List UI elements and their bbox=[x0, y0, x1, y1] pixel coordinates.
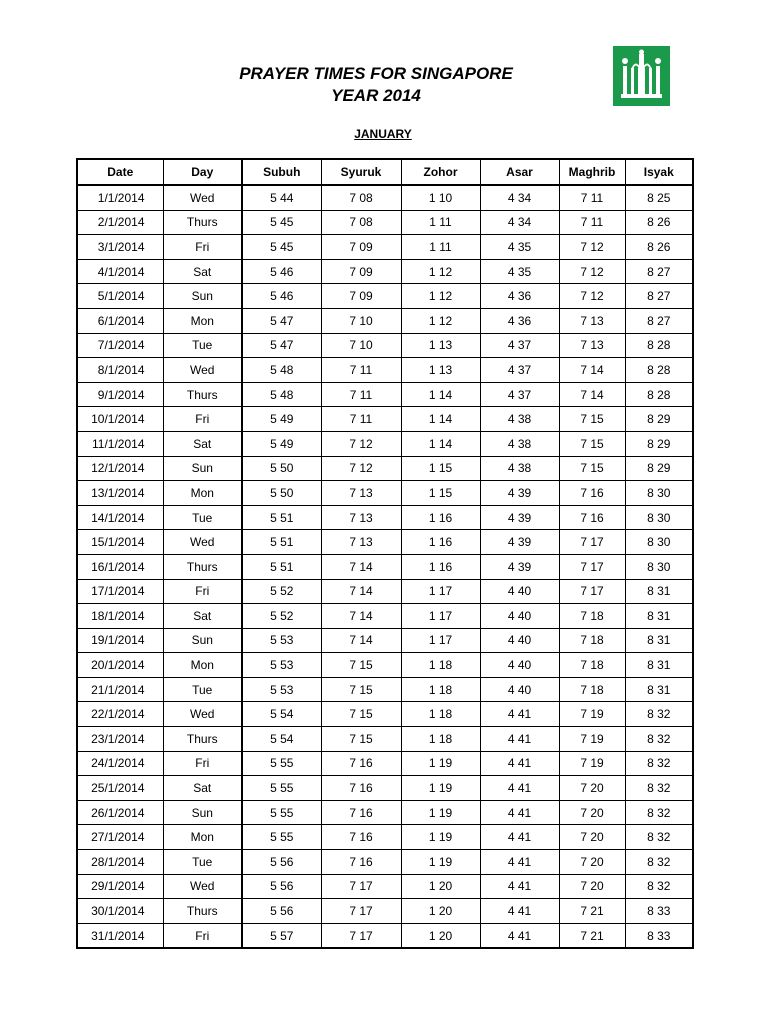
table-row bbox=[77, 899, 693, 924]
cell-asar: 4 38 bbox=[480, 456, 559, 481]
cell-asar: 4 39 bbox=[480, 530, 559, 555]
cell-date: 23/1/2014 bbox=[77, 727, 163, 752]
cell-syuruk: 7 15 bbox=[321, 727, 401, 752]
cell-subuh: 5 45 bbox=[242, 210, 321, 235]
cell-subuh: 5 46 bbox=[242, 259, 321, 284]
cell-syuruk: 7 10 bbox=[321, 308, 401, 333]
cell-day: Mon bbox=[163, 481, 242, 506]
page-subtitle-year: YEAR 2014 bbox=[331, 86, 421, 105]
cell-isyak: 8 32 bbox=[625, 702, 693, 727]
table-row bbox=[77, 210, 693, 235]
prayer-times-table bbox=[76, 158, 694, 949]
cell-zohor: 1 16 bbox=[401, 530, 480, 555]
cell-date: 1/1/2014 bbox=[77, 185, 163, 210]
cell-day: Tue bbox=[163, 677, 242, 702]
table-row bbox=[77, 874, 693, 899]
cell-asar: 4 41 bbox=[480, 776, 559, 801]
table-row bbox=[77, 554, 693, 579]
cell-asar: 4 39 bbox=[480, 481, 559, 506]
cell-maghrib: 7 20 bbox=[559, 850, 625, 875]
cell-syuruk: 7 11 bbox=[321, 382, 401, 407]
cell-date: 18/1/2014 bbox=[77, 604, 163, 629]
cell-maghrib: 7 18 bbox=[559, 677, 625, 702]
cell-subuh: 5 55 bbox=[242, 800, 321, 825]
cell-maghrib: 7 21 bbox=[559, 923, 625, 948]
cell-isyak: 8 32 bbox=[625, 825, 693, 850]
cell-maghrib: 7 15 bbox=[559, 431, 625, 456]
cell-zohor: 1 17 bbox=[401, 628, 480, 653]
cell-asar: 4 37 bbox=[480, 358, 559, 383]
table-row bbox=[77, 751, 693, 776]
cell-zohor: 1 12 bbox=[401, 284, 480, 309]
page-title: PRAYER TIMES FOR SINGAPORE bbox=[239, 64, 513, 83]
cell-maghrib: 7 16 bbox=[559, 505, 625, 530]
cell-maghrib: 7 20 bbox=[559, 874, 625, 899]
cell-asar: 4 39 bbox=[480, 505, 559, 530]
cell-date: 9/1/2014 bbox=[77, 382, 163, 407]
column-header-maghrib: Maghrib bbox=[559, 159, 625, 185]
cell-subuh: 5 57 bbox=[242, 923, 321, 948]
table-row bbox=[77, 481, 693, 506]
cell-asar: 4 41 bbox=[480, 727, 559, 752]
cell-day: Wed bbox=[163, 530, 242, 555]
cell-asar: 4 40 bbox=[480, 677, 559, 702]
cell-syuruk: 7 09 bbox=[321, 284, 401, 309]
cell-isyak: 8 28 bbox=[625, 333, 693, 358]
cell-maghrib: 7 19 bbox=[559, 702, 625, 727]
cell-zohor: 1 20 bbox=[401, 899, 480, 924]
cell-day: Thurs bbox=[163, 554, 242, 579]
cell-subuh: 5 51 bbox=[242, 554, 321, 579]
table-row bbox=[77, 407, 693, 432]
cell-zohor: 1 19 bbox=[401, 751, 480, 776]
cell-day: Sun bbox=[163, 800, 242, 825]
cell-subuh: 5 48 bbox=[242, 382, 321, 407]
cell-day: Tue bbox=[163, 333, 242, 358]
column-header-syuruk: Syuruk bbox=[321, 159, 401, 185]
cell-isyak: 8 31 bbox=[625, 653, 693, 678]
cell-syuruk: 7 14 bbox=[321, 628, 401, 653]
cell-isyak: 8 32 bbox=[625, 776, 693, 801]
cell-maghrib: 7 14 bbox=[559, 358, 625, 383]
table-row bbox=[77, 431, 693, 456]
table-row bbox=[77, 677, 693, 702]
cell-date: 21/1/2014 bbox=[77, 677, 163, 702]
cell-asar: 4 38 bbox=[480, 431, 559, 456]
cell-maghrib: 7 19 bbox=[559, 727, 625, 752]
cell-isyak: 8 30 bbox=[625, 554, 693, 579]
cell-day: Wed bbox=[163, 358, 242, 383]
cell-day: Wed bbox=[163, 185, 242, 210]
cell-day: Mon bbox=[163, 653, 242, 678]
cell-date: 14/1/2014 bbox=[77, 505, 163, 530]
cell-asar: 4 39 bbox=[480, 554, 559, 579]
cell-maghrib: 7 18 bbox=[559, 604, 625, 629]
table-row bbox=[77, 284, 693, 309]
cell-asar: 4 41 bbox=[480, 899, 559, 924]
cell-syuruk: 7 14 bbox=[321, 554, 401, 579]
cell-date: 17/1/2014 bbox=[77, 579, 163, 604]
cell-isyak: 8 31 bbox=[625, 628, 693, 653]
cell-syuruk: 7 17 bbox=[321, 874, 401, 899]
cell-maghrib: 7 17 bbox=[559, 554, 625, 579]
table-row bbox=[77, 776, 693, 801]
cell-maghrib: 7 21 bbox=[559, 899, 625, 924]
cell-isyak: 8 30 bbox=[625, 530, 693, 555]
cell-date: 12/1/2014 bbox=[77, 456, 163, 481]
cell-syuruk: 7 16 bbox=[321, 825, 401, 850]
muis-logo-icon bbox=[613, 46, 670, 106]
cell-subuh: 5 53 bbox=[242, 653, 321, 678]
cell-syuruk: 7 12 bbox=[321, 431, 401, 456]
cell-date: 2/1/2014 bbox=[77, 210, 163, 235]
cell-subuh: 5 56 bbox=[242, 874, 321, 899]
cell-asar: 4 35 bbox=[480, 235, 559, 260]
cell-maghrib: 7 15 bbox=[559, 407, 625, 432]
cell-asar: 4 36 bbox=[480, 284, 559, 309]
cell-date: 3/1/2014 bbox=[77, 235, 163, 260]
cell-zohor: 1 12 bbox=[401, 308, 480, 333]
cell-subuh: 5 47 bbox=[242, 333, 321, 358]
cell-syuruk: 7 11 bbox=[321, 407, 401, 432]
cell-asar: 4 41 bbox=[480, 825, 559, 850]
cell-maghrib: 7 12 bbox=[559, 284, 625, 309]
cell-day: Sun bbox=[163, 456, 242, 481]
cell-date: 6/1/2014 bbox=[77, 308, 163, 333]
cell-date: 5/1/2014 bbox=[77, 284, 163, 309]
cell-subuh: 5 44 bbox=[242, 185, 321, 210]
cell-maghrib: 7 12 bbox=[559, 235, 625, 260]
cell-subuh: 5 49 bbox=[242, 407, 321, 432]
cell-isyak: 8 27 bbox=[625, 284, 693, 309]
table-row bbox=[77, 702, 693, 727]
cell-asar: 4 40 bbox=[480, 579, 559, 604]
column-header-date: Date bbox=[77, 159, 163, 185]
table-row bbox=[77, 456, 693, 481]
cell-syuruk: 7 13 bbox=[321, 505, 401, 530]
table-row bbox=[77, 628, 693, 653]
cell-subuh: 5 50 bbox=[242, 456, 321, 481]
cell-syuruk: 7 14 bbox=[321, 579, 401, 604]
cell-asar: 4 41 bbox=[480, 850, 559, 875]
cell-asar: 4 37 bbox=[480, 333, 559, 358]
cell-asar: 4 41 bbox=[480, 751, 559, 776]
cell-isyak: 8 29 bbox=[625, 407, 693, 432]
cell-day: Sat bbox=[163, 604, 242, 629]
cell-maghrib: 7 11 bbox=[559, 185, 625, 210]
cell-maghrib: 7 18 bbox=[559, 628, 625, 653]
cell-isyak: 8 31 bbox=[625, 677, 693, 702]
cell-isyak: 8 26 bbox=[625, 235, 693, 260]
cell-zohor: 1 14 bbox=[401, 431, 480, 456]
cell-syuruk: 7 13 bbox=[321, 481, 401, 506]
cell-subuh: 5 52 bbox=[242, 604, 321, 629]
cell-zohor: 1 19 bbox=[401, 850, 480, 875]
cell-zohor: 1 17 bbox=[401, 604, 480, 629]
cell-syuruk: 7 17 bbox=[321, 899, 401, 924]
cell-day: Tue bbox=[163, 850, 242, 875]
cell-day: Sat bbox=[163, 776, 242, 801]
cell-syuruk: 7 09 bbox=[321, 259, 401, 284]
cell-syuruk: 7 08 bbox=[321, 185, 401, 210]
cell-isyak: 8 28 bbox=[625, 382, 693, 407]
cell-day: Fri bbox=[163, 235, 242, 260]
cell-zohor: 1 14 bbox=[401, 382, 480, 407]
table-row bbox=[77, 235, 693, 260]
cell-isyak: 8 29 bbox=[625, 431, 693, 456]
cell-zohor: 1 12 bbox=[401, 259, 480, 284]
cell-maghrib: 7 13 bbox=[559, 308, 625, 333]
cell-zohor: 1 18 bbox=[401, 653, 480, 678]
cell-isyak: 8 32 bbox=[625, 850, 693, 875]
cell-isyak: 8 32 bbox=[625, 874, 693, 899]
cell-syuruk: 7 12 bbox=[321, 456, 401, 481]
cell-subuh: 5 51 bbox=[242, 505, 321, 530]
cell-day: Fri bbox=[163, 579, 242, 604]
cell-date: 7/1/2014 bbox=[77, 333, 163, 358]
cell-subuh: 5 53 bbox=[242, 628, 321, 653]
table-row bbox=[77, 382, 693, 407]
cell-syuruk: 7 14 bbox=[321, 604, 401, 629]
table-row bbox=[77, 308, 693, 333]
cell-syuruk: 7 17 bbox=[321, 923, 401, 948]
cell-date: 4/1/2014 bbox=[77, 259, 163, 284]
cell-zohor: 1 19 bbox=[401, 825, 480, 850]
cell-subuh: 5 52 bbox=[242, 579, 321, 604]
cell-day: Wed bbox=[163, 874, 242, 899]
cell-day: Sun bbox=[163, 284, 242, 309]
cell-date: 28/1/2014 bbox=[77, 850, 163, 875]
cell-asar: 4 41 bbox=[480, 923, 559, 948]
cell-subuh: 5 54 bbox=[242, 702, 321, 727]
cell-maghrib: 7 17 bbox=[559, 530, 625, 555]
cell-zohor: 1 14 bbox=[401, 407, 480, 432]
cell-subuh: 5 56 bbox=[242, 899, 321, 924]
cell-date: 25/1/2014 bbox=[77, 776, 163, 801]
table-row bbox=[77, 727, 693, 752]
cell-date: 24/1/2014 bbox=[77, 751, 163, 776]
cell-isyak: 8 26 bbox=[625, 210, 693, 235]
cell-date: 22/1/2014 bbox=[77, 702, 163, 727]
cell-isyak: 8 27 bbox=[625, 259, 693, 284]
cell-asar: 4 40 bbox=[480, 628, 559, 653]
cell-zohor: 1 20 bbox=[401, 923, 480, 948]
cell-syuruk: 7 10 bbox=[321, 333, 401, 358]
column-header-zohor: Zohor bbox=[401, 159, 480, 185]
table-row bbox=[77, 653, 693, 678]
cell-maghrib: 7 20 bbox=[559, 825, 625, 850]
cell-isyak: 8 31 bbox=[625, 579, 693, 604]
table-row bbox=[77, 923, 693, 948]
cell-zohor: 1 19 bbox=[401, 776, 480, 801]
cell-maghrib: 7 20 bbox=[559, 776, 625, 801]
cell-zohor: 1 15 bbox=[401, 456, 480, 481]
cell-day: Mon bbox=[163, 825, 242, 850]
cell-date: 19/1/2014 bbox=[77, 628, 163, 653]
column-header-subuh: Subuh bbox=[242, 159, 321, 185]
cell-maghrib: 7 20 bbox=[559, 800, 625, 825]
cell-maghrib: 7 19 bbox=[559, 751, 625, 776]
cell-date: 13/1/2014 bbox=[77, 481, 163, 506]
cell-maghrib: 7 16 bbox=[559, 481, 625, 506]
cell-zohor: 1 16 bbox=[401, 554, 480, 579]
cell-maghrib: 7 12 bbox=[559, 259, 625, 284]
cell-asar: 4 41 bbox=[480, 800, 559, 825]
cell-day: Thurs bbox=[163, 727, 242, 752]
table-row bbox=[77, 259, 693, 284]
cell-subuh: 5 50 bbox=[242, 481, 321, 506]
cell-date: 20/1/2014 bbox=[77, 653, 163, 678]
cell-syuruk: 7 16 bbox=[321, 800, 401, 825]
cell-subuh: 5 47 bbox=[242, 308, 321, 333]
cell-syuruk: 7 16 bbox=[321, 776, 401, 801]
cell-maghrib: 7 18 bbox=[559, 653, 625, 678]
column-header-isyak: Isyak bbox=[625, 159, 693, 185]
cell-day: Thurs bbox=[163, 899, 242, 924]
cell-isyak: 8 32 bbox=[625, 800, 693, 825]
cell-subuh: 5 53 bbox=[242, 677, 321, 702]
cell-zohor: 1 16 bbox=[401, 505, 480, 530]
cell-isyak: 8 25 bbox=[625, 185, 693, 210]
cell-date: 10/1/2014 bbox=[77, 407, 163, 432]
cell-subuh: 5 51 bbox=[242, 530, 321, 555]
cell-date: 8/1/2014 bbox=[77, 358, 163, 383]
cell-syuruk: 7 15 bbox=[321, 653, 401, 678]
cell-isyak: 8 30 bbox=[625, 505, 693, 530]
cell-asar: 4 34 bbox=[480, 210, 559, 235]
cell-zohor: 1 10 bbox=[401, 185, 480, 210]
cell-asar: 4 40 bbox=[480, 604, 559, 629]
table-row bbox=[77, 579, 693, 604]
table-row bbox=[77, 505, 693, 530]
cell-syuruk: 7 13 bbox=[321, 530, 401, 555]
cell-isyak: 8 29 bbox=[625, 456, 693, 481]
table-row bbox=[77, 800, 693, 825]
table-row bbox=[77, 185, 693, 210]
cell-zohor: 1 13 bbox=[401, 333, 480, 358]
cell-subuh: 5 55 bbox=[242, 825, 321, 850]
cell-zohor: 1 18 bbox=[401, 677, 480, 702]
cell-maghrib: 7 13 bbox=[559, 333, 625, 358]
cell-zohor: 1 17 bbox=[401, 579, 480, 604]
column-header-asar: Asar bbox=[480, 159, 559, 185]
cell-syuruk: 7 11 bbox=[321, 358, 401, 383]
cell-asar: 4 41 bbox=[480, 702, 559, 727]
cell-syuruk: 7 15 bbox=[321, 702, 401, 727]
cell-day: Fri bbox=[163, 751, 242, 776]
cell-date: 27/1/2014 bbox=[77, 825, 163, 850]
cell-date: 16/1/2014 bbox=[77, 554, 163, 579]
cell-isyak: 8 32 bbox=[625, 751, 693, 776]
cell-zohor: 1 15 bbox=[401, 481, 480, 506]
cell-syuruk: 7 15 bbox=[321, 677, 401, 702]
cell-isyak: 8 28 bbox=[625, 358, 693, 383]
cell-day: Mon bbox=[163, 308, 242, 333]
cell-isyak: 8 27 bbox=[625, 308, 693, 333]
cell-syuruk: 7 16 bbox=[321, 850, 401, 875]
cell-maghrib: 7 11 bbox=[559, 210, 625, 235]
column-header-day: Day bbox=[163, 159, 242, 185]
cell-day: Sat bbox=[163, 259, 242, 284]
cell-day: Tue bbox=[163, 505, 242, 530]
cell-day: Fri bbox=[163, 923, 242, 948]
cell-date: 11/1/2014 bbox=[77, 431, 163, 456]
cell-asar: 4 36 bbox=[480, 308, 559, 333]
cell-syuruk: 7 16 bbox=[321, 751, 401, 776]
cell-asar: 4 40 bbox=[480, 653, 559, 678]
cell-isyak: 8 32 bbox=[625, 727, 693, 752]
cell-day: Thurs bbox=[163, 210, 242, 235]
cell-maghrib: 7 14 bbox=[559, 382, 625, 407]
table-row bbox=[77, 358, 693, 383]
cell-day: Fri bbox=[163, 407, 242, 432]
cell-day: Sun bbox=[163, 628, 242, 653]
table-header-row bbox=[77, 159, 693, 185]
cell-day: Sat bbox=[163, 431, 242, 456]
table-row bbox=[77, 333, 693, 358]
cell-isyak: 8 33 bbox=[625, 923, 693, 948]
cell-asar: 4 37 bbox=[480, 382, 559, 407]
cell-subuh: 5 49 bbox=[242, 431, 321, 456]
table-row bbox=[77, 850, 693, 875]
cell-asar: 4 35 bbox=[480, 259, 559, 284]
table-row bbox=[77, 825, 693, 850]
cell-date: 30/1/2014 bbox=[77, 899, 163, 924]
table-row bbox=[77, 604, 693, 629]
cell-subuh: 5 45 bbox=[242, 235, 321, 260]
cell-subuh: 5 54 bbox=[242, 727, 321, 752]
cell-isyak: 8 31 bbox=[625, 604, 693, 629]
cell-maghrib: 7 17 bbox=[559, 579, 625, 604]
cell-date: 15/1/2014 bbox=[77, 530, 163, 555]
month-heading: JANUARY bbox=[354, 127, 412, 141]
cell-subuh: 5 56 bbox=[242, 850, 321, 875]
cell-date: 31/1/2014 bbox=[77, 923, 163, 948]
cell-subuh: 5 48 bbox=[242, 358, 321, 383]
cell-zohor: 1 18 bbox=[401, 702, 480, 727]
cell-zohor: 1 19 bbox=[401, 800, 480, 825]
cell-date: 29/1/2014 bbox=[77, 874, 163, 899]
cell-asar: 4 34 bbox=[480, 185, 559, 210]
cell-zohor: 1 18 bbox=[401, 727, 480, 752]
cell-zohor: 1 13 bbox=[401, 358, 480, 383]
cell-asar: 4 38 bbox=[480, 407, 559, 432]
cell-zohor: 1 20 bbox=[401, 874, 480, 899]
cell-day: Wed bbox=[163, 702, 242, 727]
cell-isyak: 8 30 bbox=[625, 481, 693, 506]
cell-zohor: 1 11 bbox=[401, 235, 480, 260]
cell-date: 26/1/2014 bbox=[77, 800, 163, 825]
cell-syuruk: 7 09 bbox=[321, 235, 401, 260]
cell-day: Thurs bbox=[163, 382, 242, 407]
cell-asar: 4 41 bbox=[480, 874, 559, 899]
cell-zohor: 1 11 bbox=[401, 210, 480, 235]
table-row bbox=[77, 530, 693, 555]
cell-subuh: 5 55 bbox=[242, 751, 321, 776]
cell-subuh: 5 55 bbox=[242, 776, 321, 801]
cell-maghrib: 7 15 bbox=[559, 456, 625, 481]
cell-isyak: 8 33 bbox=[625, 899, 693, 924]
cell-subuh: 5 46 bbox=[242, 284, 321, 309]
cell-syuruk: 7 08 bbox=[321, 210, 401, 235]
